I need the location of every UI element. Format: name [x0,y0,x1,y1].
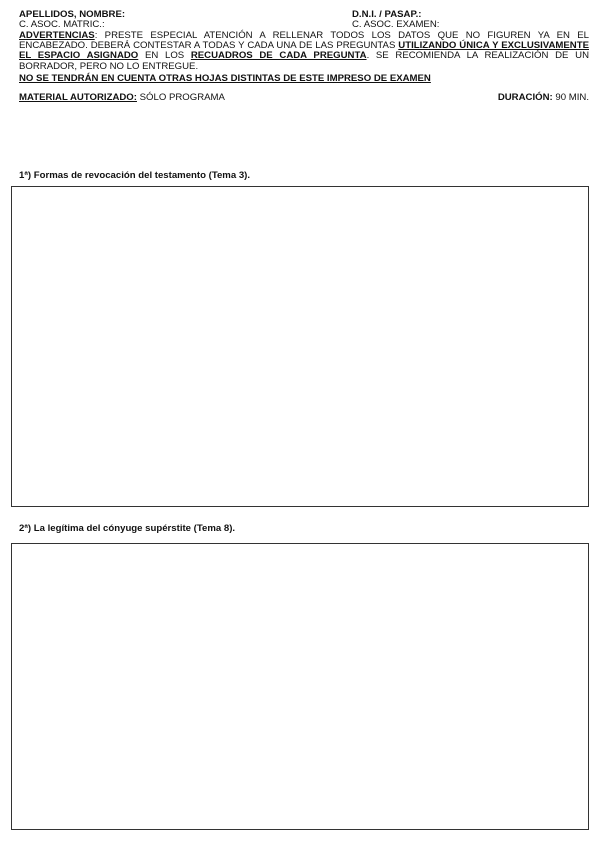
material-row [19,92,589,104]
instructions-text-3: . SE RECOMIENDA LA REALIZACIÓN DE UN BORRADOR, PERO NO LO ENTREGUE. [19,50,589,72]
header-row-2 [19,20,589,30]
question-2: 2ª) La legítima del cónyuge supérstite (Tema 8). [19,523,236,534]
duration-label: DURACIÓN: [497,91,553,103]
advertencias-label: ADVERTENCIAS [19,30,95,41]
answer-box-2[interactable] [11,543,589,830]
question-1: 1ª) Formas de revocación del testamento (Tema 3). [19,170,251,181]
warning-line: NO SE TENDRÁN EN CUENTA OTRAS HOJAS DISTINTAS DE ESTE IMPRESO DE EXAMEN [19,72,431,84]
instructions-text-1: : PRESTE ESPECIAL ATENCIÓN A RELLENAR TODOS LOS DATOS QUE NO FIGUREN YA EN EL ENCABEZADO. DEBERÁ CONTESTAR A TODAS Y CADA UNA DE LAS PREGUNTAS [19,30,589,52]
instructions-emphasis-2: RECUADROS DE CADA PREGUNTA [190,50,367,62]
material-label: MATERIAL AUTORIZADO: [19,91,137,103]
id-label: D.N.I. / PASAP.: [352,9,422,20]
instructions-emphasis-1: UTILIZANDO ÚNICA Y EXCLUSIVAMENTE EL ESPACIO ASIGNADO [19,40,589,62]
instructions-text-2: EN LOS [138,50,191,62]
name-label: APELLIDOS, NOMBRE: [19,9,126,20]
material-value: SÓLO PROGRAMA [136,91,225,103]
matric-label: C. ASOC. MATRIC.: [19,19,105,30]
material-authorized [19,92,225,104]
exam-label: C. ASOC. EXAMEN: [352,19,440,30]
answer-box-1[interactable] [11,186,589,507]
duration-value: 90 MIN. [552,91,589,103]
exam-header [19,10,589,104]
duration [498,92,589,104]
instructions-paragraph [19,31,589,72]
